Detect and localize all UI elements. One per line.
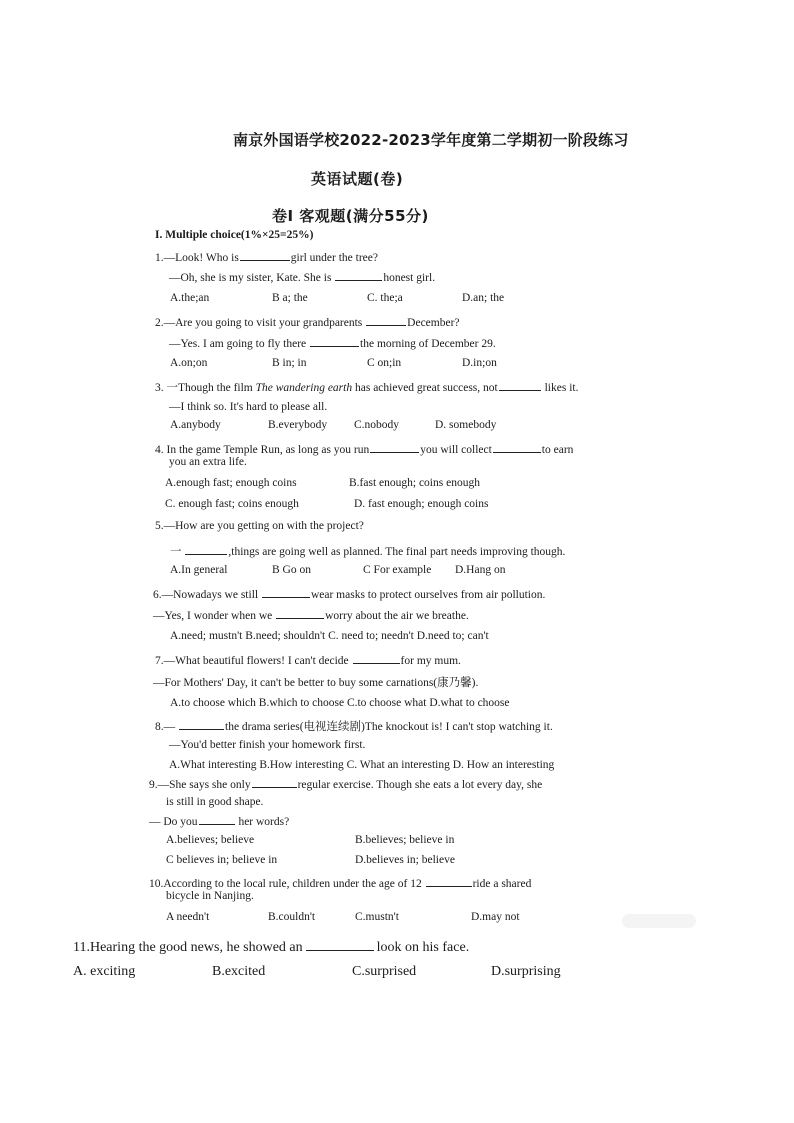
q6-line1 bbox=[153, 586, 545, 601]
q10-option-c: C.mustn't bbox=[355, 911, 399, 923]
part-title: 卷I 客观题(满分55分) bbox=[272, 207, 429, 225]
q9-line1 bbox=[149, 776, 542, 791]
q6-line2 bbox=[153, 607, 469, 622]
q4-line2: you an extra life. bbox=[169, 456, 247, 468]
q10-text-a2: ride a shared bbox=[472, 878, 532, 890]
q2-option-b: B in; in bbox=[272, 357, 307, 369]
q5-line2 bbox=[170, 543, 565, 559]
section-title: I. Multiple choice(1%×25=25%) bbox=[155, 229, 314, 241]
q3-text-a2: has achieved great success, not bbox=[354, 382, 498, 394]
q10-option-b: B.couldn't bbox=[268, 911, 316, 923]
q3-blank-1 bbox=[499, 379, 541, 391]
q2-text-a2: December? bbox=[407, 317, 460, 329]
q5-text-b: 一 bbox=[170, 546, 182, 558]
q11-blank-1 bbox=[306, 936, 374, 951]
q8-text-a: 8.— bbox=[155, 721, 176, 733]
q4-blank-2 bbox=[493, 441, 541, 453]
q3-option-d: D. somebody bbox=[435, 419, 497, 431]
q1-line2 bbox=[169, 269, 435, 284]
q7-options: A.to choose which B.which to choose C.to choose what D.what to choose bbox=[170, 697, 510, 709]
q8-line1 bbox=[155, 718, 553, 734]
q5-line1: 5.—How are you getting on with the project? bbox=[155, 520, 364, 532]
q11-option-a: A. exciting bbox=[73, 964, 136, 979]
q9-text-a: 9.—She says she only bbox=[149, 779, 251, 791]
q5-option-b: B Go on bbox=[272, 564, 311, 576]
q1-text-b2: honest girl. bbox=[383, 272, 436, 284]
q4-text-a2: you will collect bbox=[420, 444, 492, 456]
q11-option-d: D.surprising bbox=[491, 964, 561, 979]
q7-line2: —For Mothers' Day, it can't be better to buy some carnations(康乃馨). bbox=[153, 677, 479, 689]
q9-option-c: C believes in; believe in bbox=[166, 854, 278, 866]
school-title: 南京外国语学校2022-2023学年度第二学期初一阶段练习 bbox=[233, 131, 629, 149]
q7-text-a2: for my mum. bbox=[400, 655, 461, 667]
q8-blank-1 bbox=[179, 718, 224, 730]
q6-text-b2: worry about the air we breathe. bbox=[325, 610, 469, 622]
q11-option-c: C.surprised bbox=[352, 964, 417, 979]
q10-line1 bbox=[149, 875, 531, 890]
q10-text-a: 10.According to the local rule, children under the age of 12 bbox=[149, 878, 422, 890]
q6-text-b: —Yes, I wonder when we bbox=[153, 610, 273, 622]
q9-text-a2: regular exercise. Though she eats a lot every day, she bbox=[297, 779, 543, 791]
q9-option-a: A.believes; believe bbox=[166, 834, 255, 846]
q4-text-a3: to earn bbox=[541, 444, 574, 456]
q1-text-a: 1.—Look! Who is bbox=[155, 252, 239, 264]
q3-option-a: A.anybody bbox=[170, 419, 221, 431]
q1-text-b: —Oh, she is my sister, Kate. She is bbox=[169, 272, 332, 284]
q3-option-b: B.everybody bbox=[268, 419, 328, 431]
q2-text-a: 2.—Are you going to visit your grandparents bbox=[155, 317, 363, 329]
q11-text-a2: look on his face. bbox=[376, 940, 470, 955]
q6-blank-1 bbox=[262, 586, 310, 598]
q9-blank-2 bbox=[199, 813, 235, 825]
q9-text-b2: her words? bbox=[238, 816, 290, 828]
q3-text-a: 3. 一Though the film bbox=[155, 382, 253, 394]
q11-line1 bbox=[73, 936, 469, 956]
q4-option-c: C. enough fast; coins enough bbox=[165, 498, 299, 510]
q4-text-a: 4. In the game Temple Run, as long as you run bbox=[155, 444, 370, 456]
scan-smudge bbox=[622, 914, 696, 928]
q10-option-d: D.may not bbox=[471, 911, 520, 923]
q1-blank-2 bbox=[335, 269, 382, 281]
q1-option-c: C. the;a bbox=[367, 292, 403, 304]
q4-blank-1 bbox=[370, 441, 419, 453]
q11-text-a: 11.Hearing the good news, he showed an bbox=[73, 940, 303, 955]
q6-text-a2: wear masks to protect ourselves from air pollution. bbox=[310, 589, 546, 601]
q11-option-b: B.excited bbox=[212, 964, 266, 979]
q6-options: A.need; mustn't B.need; shouldn't C. need to; needn't D.need to; can't bbox=[170, 630, 489, 642]
q6-blank-2 bbox=[276, 607, 324, 619]
q2-blank-2 bbox=[310, 335, 359, 347]
q4-option-b: B.fast enough; coins enough bbox=[349, 477, 480, 489]
q2-text-b2: the morning of December 29. bbox=[360, 338, 496, 350]
q9-blank-1 bbox=[252, 776, 297, 788]
q5-blank-1 bbox=[185, 543, 227, 555]
q6-text-a: 6.—Nowadays we still bbox=[153, 589, 259, 601]
q10-line2: bicycle in Nanjing. bbox=[166, 890, 254, 902]
q9-option-d: D.believes in; believe bbox=[355, 854, 455, 866]
q1-text-a2: girl under the tree? bbox=[290, 252, 378, 264]
q9-option-b: B.believes; believe in bbox=[355, 834, 455, 846]
subject-title: 英语试题(卷) bbox=[311, 170, 404, 188]
q2-option-c: C on;in bbox=[367, 357, 402, 369]
q5-option-c: C For example bbox=[363, 564, 432, 576]
q5-text-b2: ,things are going well as planned. The final part needs improving though. bbox=[228, 546, 566, 558]
q4-line1 bbox=[155, 441, 573, 456]
q1-option-d: D.an; the bbox=[462, 292, 505, 304]
q5-option-a: A.In general bbox=[170, 564, 228, 576]
q8-text-a2: the drama series(电视连续剧)The knockout is! I can't stop watching it. bbox=[225, 721, 553, 733]
q2-text-b: —Yes. I am going to fly there bbox=[169, 338, 307, 350]
q3-line1 bbox=[155, 379, 578, 395]
q5-option-d: D.Hang on bbox=[455, 564, 506, 576]
q1-line1 bbox=[155, 249, 378, 264]
q3-film-title: The wandering earth bbox=[255, 382, 353, 394]
q9-line3 bbox=[149, 813, 289, 828]
q8-line2: —You'd better finish your homework first. bbox=[169, 739, 366, 751]
q3-line2: —I think so. It's hard to please all. bbox=[169, 401, 328, 413]
q8-options: A.What interesting B.How interesting C. What an interesting D. How an interesting bbox=[169, 759, 555, 771]
q2-line2 bbox=[169, 335, 496, 350]
q1-blank-1 bbox=[240, 249, 290, 261]
q7-text-a: 7.—What beautiful flowers! I can't decide bbox=[155, 655, 349, 667]
q4-option-d: D. fast enough; enough coins bbox=[354, 498, 489, 510]
q2-option-a: A.on;on bbox=[170, 357, 208, 369]
q2-line1 bbox=[155, 314, 460, 329]
q10-option-a: A needn't bbox=[166, 911, 210, 923]
q7-blank-1 bbox=[353, 652, 400, 664]
q2-option-d: D.in;on bbox=[462, 357, 497, 369]
q7-line1 bbox=[155, 652, 461, 667]
q3-text-a3: likes it. bbox=[544, 382, 579, 394]
q9-line2: is still in good shape. bbox=[166, 796, 264, 808]
q10-blank-1 bbox=[426, 875, 472, 887]
q4-option-a: A.enough fast; enough coins bbox=[165, 477, 297, 489]
q1-option-a: A.the;an bbox=[170, 292, 210, 304]
q3-option-c: C.nobody bbox=[354, 419, 400, 431]
q1-option-b: B a; the bbox=[272, 292, 308, 304]
q9-text-b: — Do you bbox=[149, 816, 198, 828]
q2-blank-1 bbox=[366, 314, 406, 326]
